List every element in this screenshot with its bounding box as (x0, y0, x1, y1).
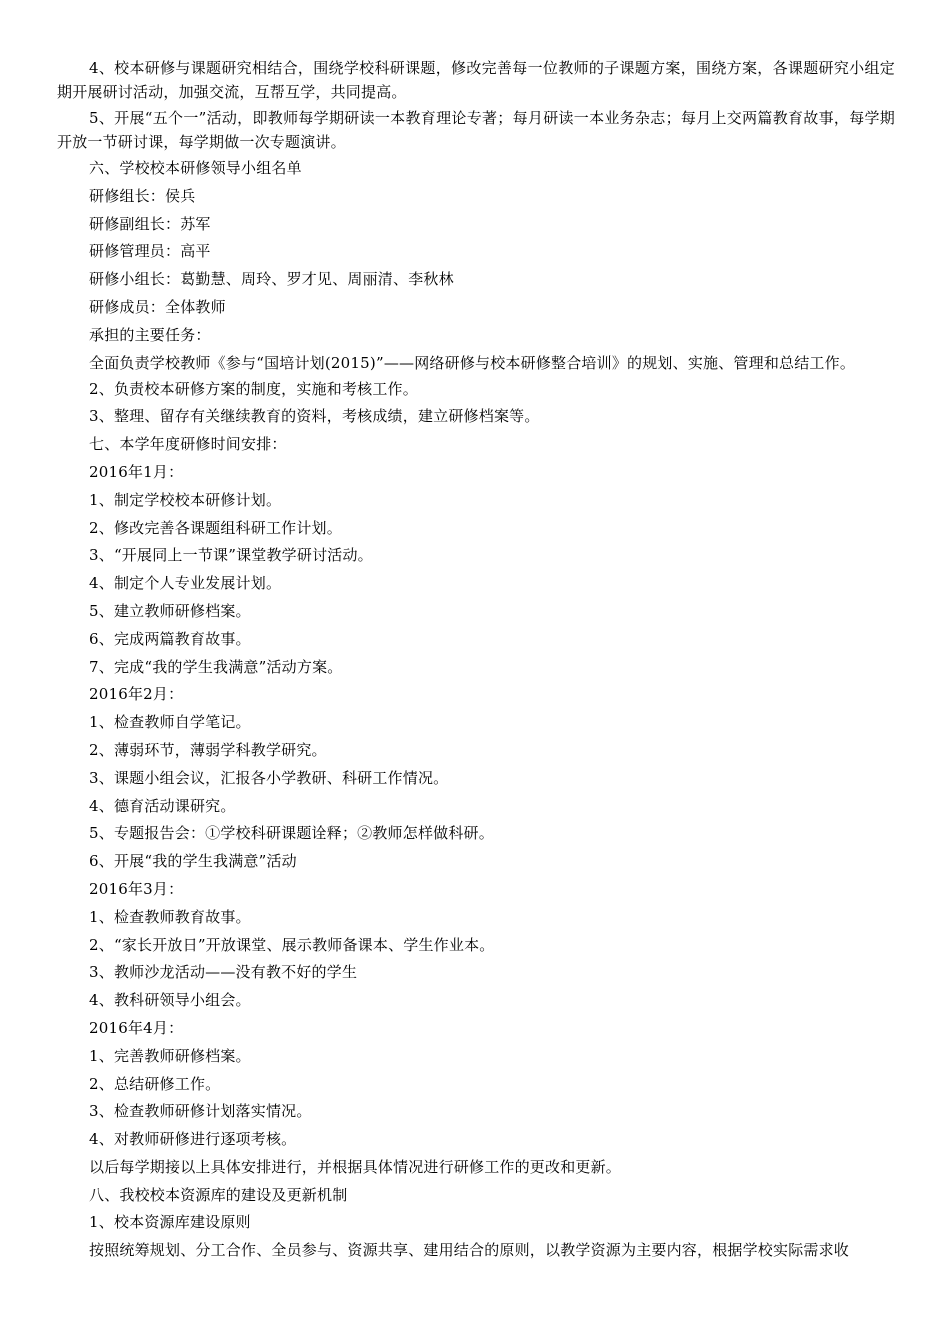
list-item: 4、德育活动课研究。 (89, 796, 236, 815)
list-item: 4、教科研领导小组会。 (89, 991, 251, 1010)
deputy-leader-line: 研修副组长：苏军 (89, 214, 211, 233)
section-heading-resource-library: 八、我校校本资源库的建设及更新机制 (89, 1185, 348, 1204)
list-item: 2、总结研修工作。 (89, 1074, 221, 1093)
list-item: 5、建立教师研修档案。 (89, 601, 251, 620)
leader-line: 研修组长：侯兵 (89, 186, 196, 205)
members-line: 研修成员：全体教师 (89, 297, 226, 316)
task-item-3: 3、整理、留存有关继续教育的资料，考核成绩，建立研修档案等。 (89, 407, 540, 426)
month-heading-jan: 2016年1月： (89, 462, 184, 481)
schedule-note: 以后每学期接以上具体安排进行，并根据具体情况进行研修工作的更改和更新。 (89, 1157, 622, 1176)
subheading-construction-principles: 1、校本资源库建设原则 (89, 1213, 251, 1232)
paragraph-teaching-research-with-topics: 4、校本研修与课题研究相结合，围绕学校科研课题，修改完善每一位教师的子课题方案，围绕方案，各课题研究小组定期开展研讨活动，加强交流，互帮互学，共同提高。 (57, 59, 895, 101)
list-item: 2、修改完善各课题组科研工作计划。 (89, 518, 342, 537)
main-tasks-label: 承担的主要任务： (89, 325, 211, 344)
list-item: 3、教师沙龙活动——没有教不好的学生 (89, 963, 358, 982)
task-item-1: 全面负责学校教师《参与“国培计划(2015)”——网络研修与校本研修整合培训》的规划、实施、管理和总结工作。 (89, 353, 856, 372)
list-item: 6、开展“我的学生我满意”活动 (89, 852, 297, 871)
section-heading-schedule: 七、本学年度研修时间安排： (89, 435, 287, 454)
month-heading-mar: 2016年3月： (89, 879, 184, 898)
month-heading-apr: 2016年4月： (89, 1018, 184, 1037)
list-item: 6、完成两篇教育故事。 (89, 629, 251, 648)
list-item: 3、“开展同上一节课”课堂教学研讨活动。 (89, 546, 373, 565)
list-item: 1、完善教师研修档案。 (89, 1046, 251, 1065)
list-item: 3、课题小组会议，汇报各小学教研、科研工作情况。 (89, 768, 449, 787)
list-item: 1、检查教师教育故事。 (89, 907, 251, 926)
document-page (57, 56, 895, 1262)
task-item-2: 2、负责校本研修方案的制度，实施和考核工作。 (89, 379, 418, 398)
list-item: 3、检查教师研修计划落实情况。 (89, 1102, 312, 1121)
list-item: 2、“家长开放日”开放课堂、展示教师备课本、学生作业本。 (89, 935, 495, 954)
list-item: 4、制定个人专业发展计划。 (89, 574, 282, 593)
paragraph-construction-principles: 按照统筹规划、分工合作、全员参与、资源共享、建用结合的原则，以教学资源为主要内容，根据学校实际需求收 (89, 1241, 850, 1260)
list-item: 2、薄弱环节，薄弱学科教学研究。 (89, 740, 327, 759)
list-item: 4、对教师研修进行逐项考核。 (89, 1130, 297, 1149)
list-item: 1、检查教师自学笔记。 (89, 713, 251, 732)
list-item: 5、专题报告会：①学校科研课题诠释；②教师怎样做科研。 (89, 824, 494, 843)
group-leaders-line: 研修小组长：葛勤慧、周玲、罗才见、周丽清、李秋林 (89, 270, 454, 289)
section-heading-leadership-group: 六、学校校本研修领导小组名单 (89, 159, 302, 177)
list-item: 1、制定学校校本研修计划。 (89, 490, 282, 509)
month-heading-feb: 2016年2月： (89, 685, 184, 704)
list-item: 7、完成“我的学生我满意”活动方案。 (89, 657, 343, 676)
administrator-line: 研修管理员：高平 (89, 242, 211, 261)
paragraph-five-ones-activity: 5、开展“五个一”活动，即教师每学期研读一本教育理论专著；每月研读一本业务杂志；每月上交两篇教育故事，每学期开放一节研讨课，每学期做一次专题演讲。 (57, 109, 895, 151)
